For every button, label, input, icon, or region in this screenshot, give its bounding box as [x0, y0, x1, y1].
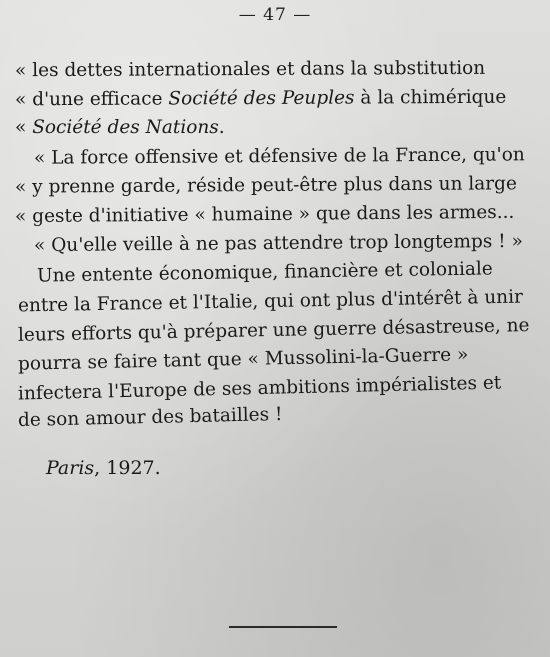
text-line: « Société des Nations.	[15, 117, 225, 138]
text-line: « La force offensive et défensive de la France, qu'on	[33, 144, 525, 169]
text-line: « d'une efficace Société des Peuples à la chimérique	[14, 86, 507, 111]
signoff-year: 1927.	[106, 457, 161, 479]
text-line: pourra se faire tant que « Mussolini-la-Guerre »	[17, 344, 469, 375]
text-line: « geste d'initiative « humaine » que dans les armes...	[14, 201, 515, 228]
text-line: « Qu'elle veille à ne pas attendre trop longtemps ! »	[33, 230, 523, 257]
signoff: Paris, 1927.	[46, 457, 161, 479]
italic-term: Société des Peuples	[168, 87, 355, 110]
text-line: entre la France et l'Italie, qui ont plus d'intérêt à unir	[17, 286, 524, 317]
text-line: leurs efforts qu'à préparer une guerre désastreuse, ne	[17, 315, 530, 346]
end-rule	[229, 626, 337, 628]
page-number: — 47 —	[238, 5, 312, 25]
text-line: « y prenne garde, réside peut-être plus dans un large	[14, 173, 517, 198]
italic-term: Société des Nations	[32, 117, 219, 138]
signoff-place: Paris	[46, 457, 95, 479]
text-line: « les dettes internationales et dans la substitution	[14, 57, 486, 82]
text-line: infectera l'Europe de ses ambitions impérialistes et	[17, 372, 502, 405]
text-line: Une entente économique, financière et coloniale	[36, 258, 493, 287]
text-line: de son amour des batailles !	[17, 404, 283, 431]
